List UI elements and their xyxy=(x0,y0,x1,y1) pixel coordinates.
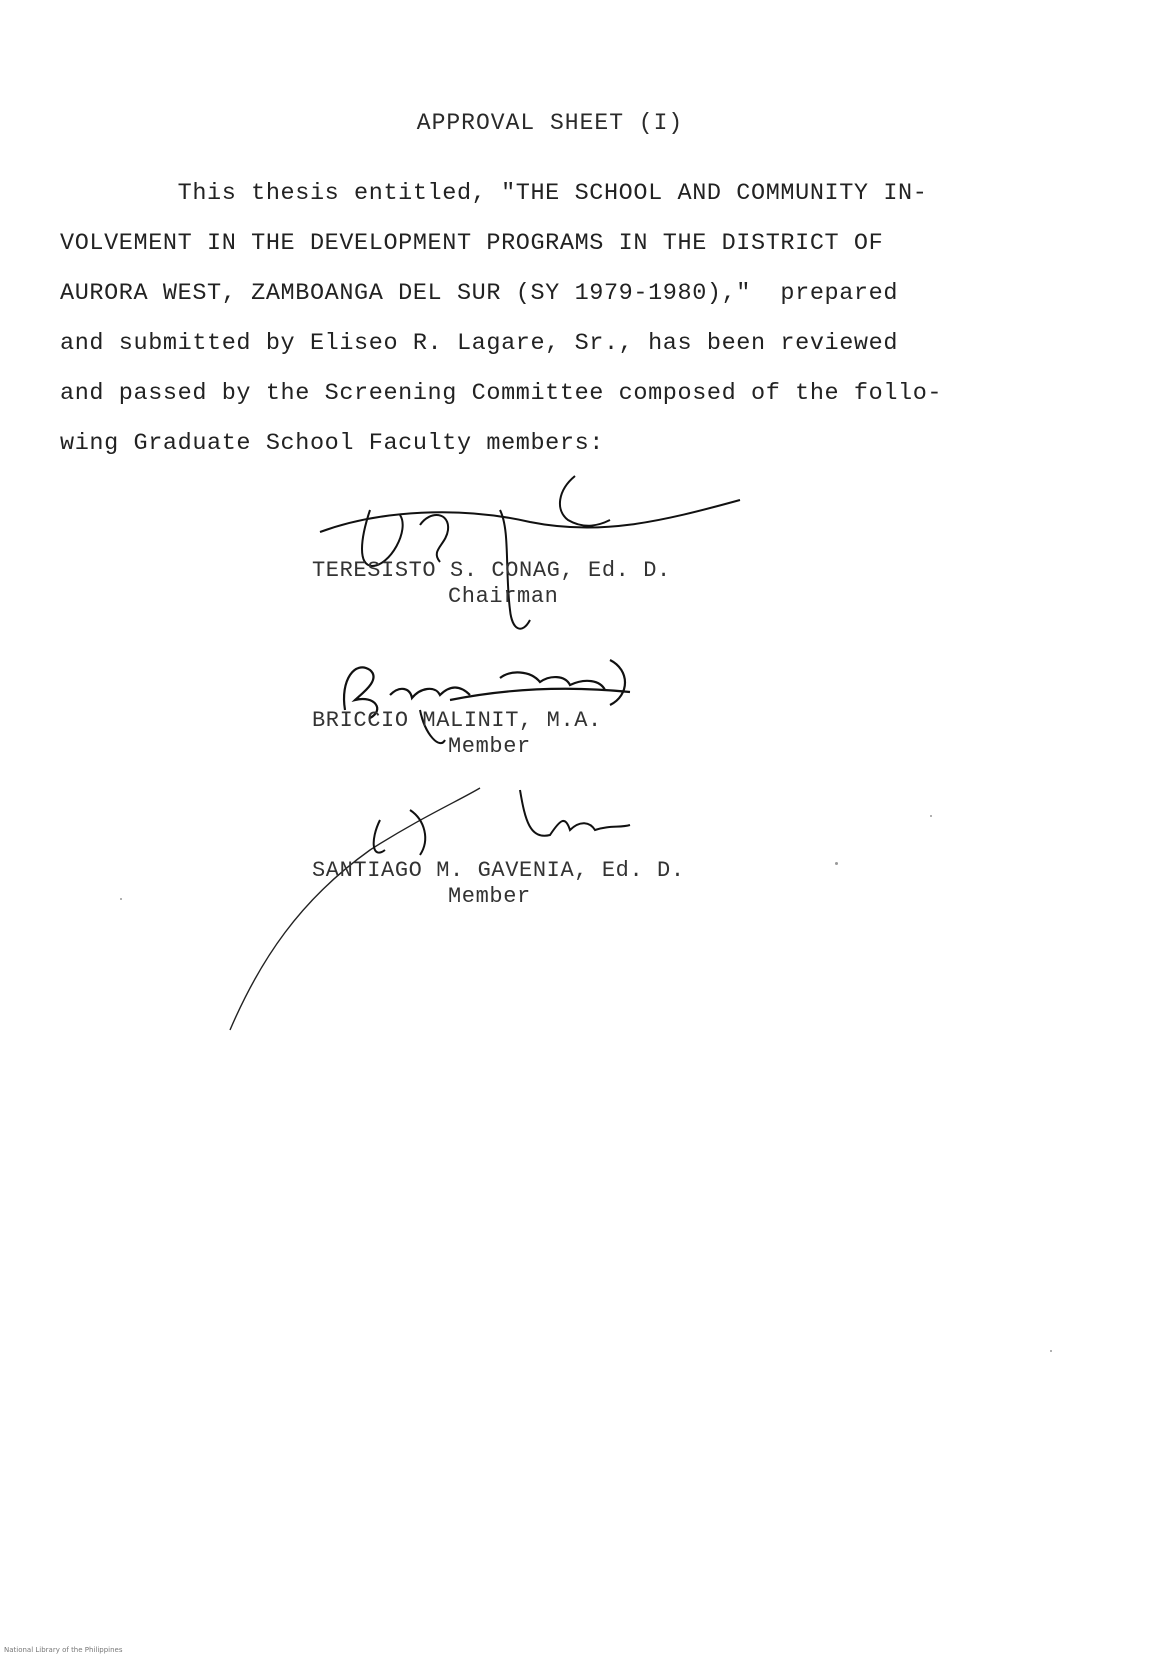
statement-line: VOLVEMENT IN THE DEVELOPMENT PROGRAMS IN THE DISTRICT OF xyxy=(60,230,884,257)
signatory-chairman xyxy=(300,470,760,650)
scan-speck xyxy=(1050,1350,1052,1352)
statement-line: wing Graduate School Faculty members: xyxy=(60,430,604,457)
statement-line: and submitted by Eliseo R. Lagare, Sr., has been reviewed xyxy=(60,330,899,357)
scan-speck xyxy=(120,898,122,900)
signatory-name: SANTIAGO M. GAVENIA, Ed. D. xyxy=(312,858,685,883)
signatory-member-1 xyxy=(300,640,760,780)
page-title: APPROVAL SHEET (I) xyxy=(416,110,684,136)
signatory-name: BRICCIO MALINIT, M.A. xyxy=(312,708,602,733)
signatory-role: Member xyxy=(448,884,531,909)
scan-speck xyxy=(930,815,932,817)
statement-line: This thesis entitled, "THE SCHOOL AND COMMUNITY IN- xyxy=(60,180,928,207)
signatory-role: Chairman xyxy=(448,584,559,609)
signatory-member-2 xyxy=(220,780,740,1040)
signatory-role: Member xyxy=(448,734,531,759)
footer-credit: National Library of the Philippines xyxy=(4,1646,123,1654)
statement-line: and passed by the Screening Committee composed of the follo- xyxy=(60,380,943,407)
handwritten-signature xyxy=(220,780,740,1040)
statement-line: AURORA WEST, ZAMBOANGA DEL SUR (SY 1979-1980)," prepared xyxy=(60,280,899,307)
signatory-name: TERESISTO S. CONAG, Ed. D. xyxy=(312,558,671,583)
scan-speck xyxy=(835,862,838,865)
